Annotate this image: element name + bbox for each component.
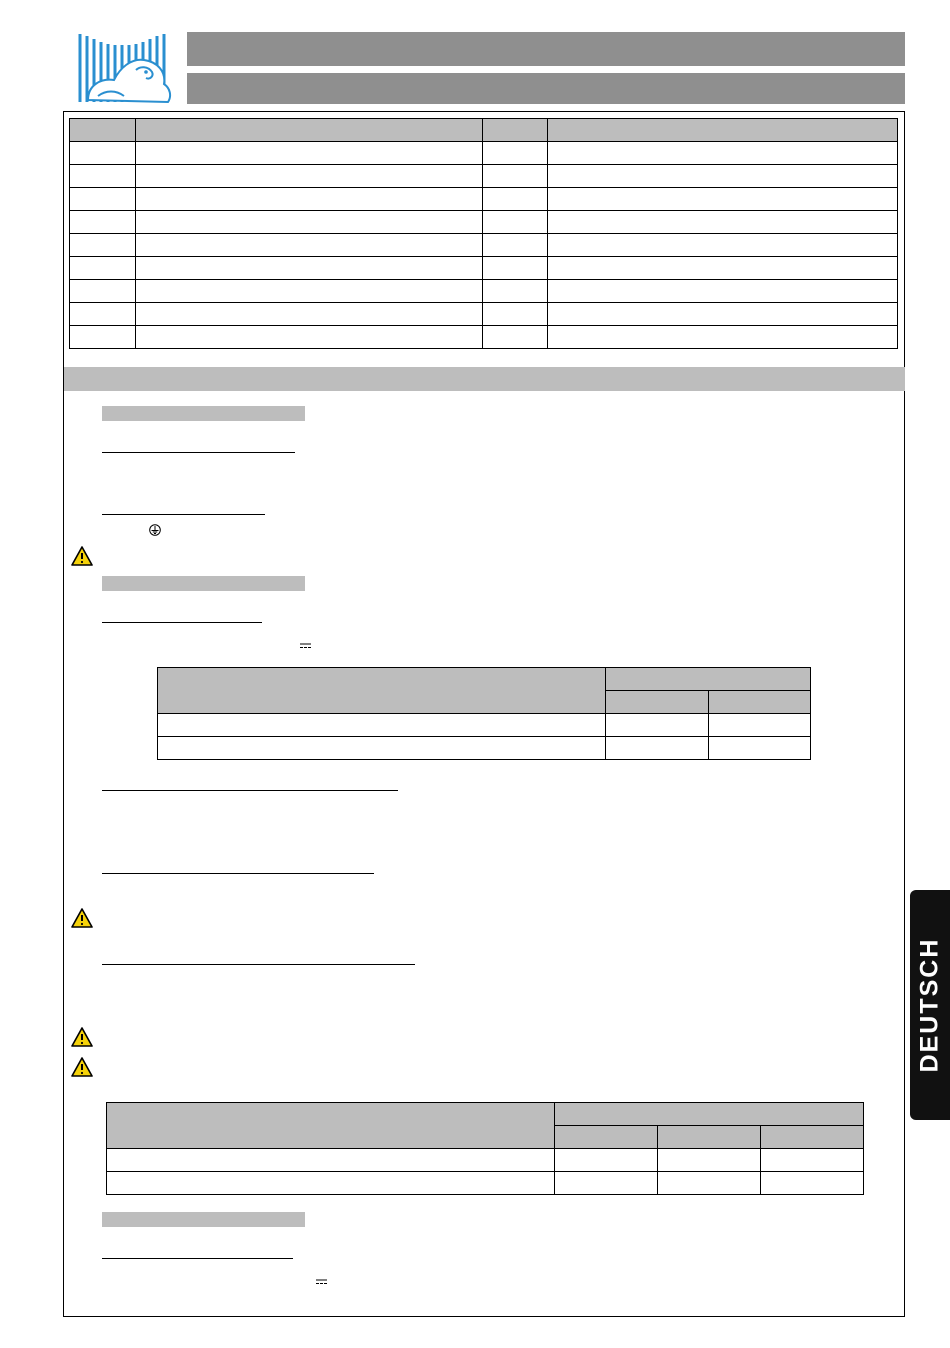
warning-icon [71,1057,93,1077]
dc-symbol-icon [316,1272,327,1278]
table-row [158,737,811,760]
table-row [70,211,898,234]
table-row [70,326,898,349]
warning-icon [71,1027,93,1047]
header-bar-top [187,32,905,66]
lion-gate-logo-icon [76,30,176,106]
table-row [70,257,898,280]
underlined-heading [102,622,262,623]
section-heading-bar [64,367,905,391]
wide-table [106,1102,864,1195]
table-row [158,668,811,691]
underlined-heading [102,452,295,453]
small-table [157,667,811,760]
table-row [107,1103,864,1126]
table-row [70,165,898,188]
table-row [70,234,898,257]
underlined-heading [102,790,398,791]
table-row [107,1172,864,1195]
underlined-heading [102,514,265,515]
table-row [70,119,898,142]
table-row [70,280,898,303]
table-row [70,303,898,326]
table-row [158,714,811,737]
brand-logo [76,30,176,106]
table-row [70,142,898,165]
underlined-heading [102,873,374,874]
dc-symbol-icon [300,636,311,642]
ground-symbol-icon [149,523,161,535]
subsection-bar [102,576,305,591]
warning-icon [71,908,93,928]
warning-icon [71,546,93,566]
main-table [69,118,898,349]
table-row [70,188,898,211]
language-tab [910,890,950,1120]
table-row [107,1149,864,1172]
subsection-bar [102,406,305,421]
header-bar-bottom [187,73,905,104]
subsection-bar [102,1212,305,1227]
underlined-heading [102,964,415,965]
underlined-heading [102,1258,293,1259]
language-tab-label: DEUTSCH [915,937,944,1073]
